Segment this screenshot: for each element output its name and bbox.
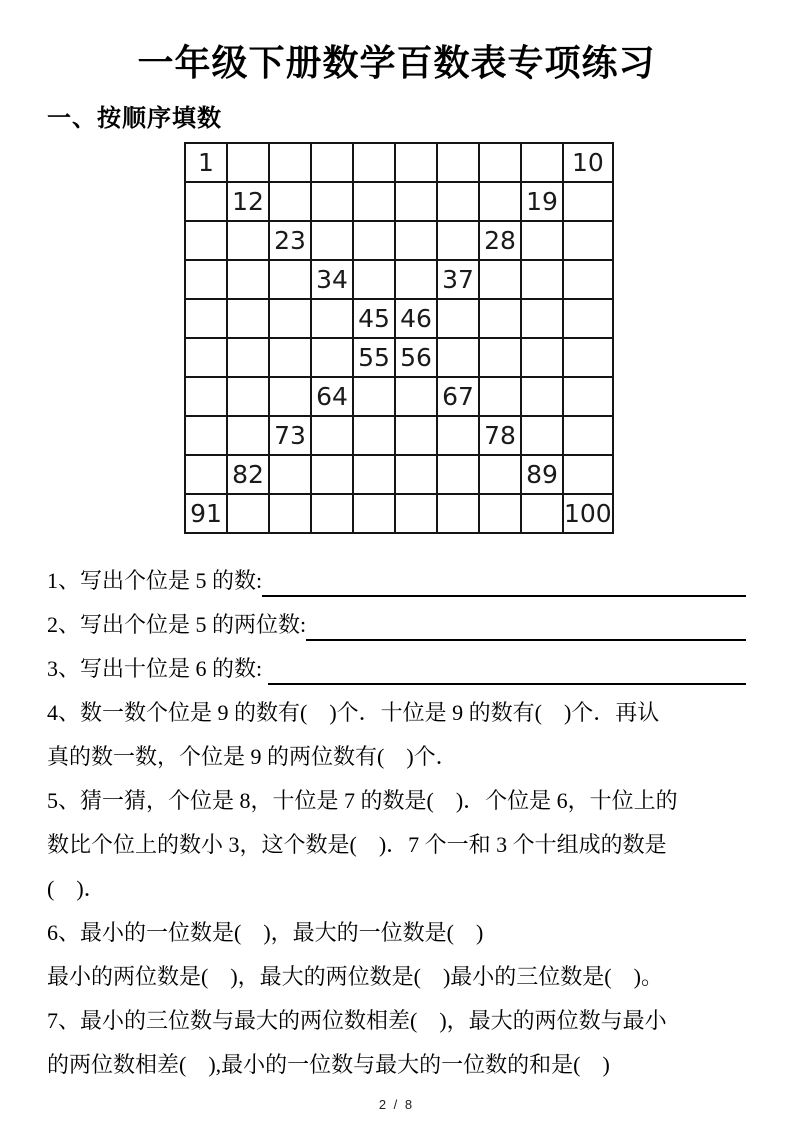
grid-cell-filled: 28 — [479, 221, 521, 260]
grid-cell-empty — [479, 182, 521, 221]
grid-cell-filled: 89 — [521, 455, 563, 494]
grid-cell-empty — [437, 299, 479, 338]
question-2 — [47, 603, 746, 647]
grid-cell-empty — [479, 494, 521, 533]
section-heading: 一、按顺序填数 — [47, 105, 222, 133]
grid-cell-empty — [269, 182, 311, 221]
grid-cell-empty — [269, 143, 311, 182]
grid-cell-empty — [479, 260, 521, 299]
grid-cell-empty — [185, 182, 227, 221]
grid-cell-empty — [269, 455, 311, 494]
answer-blank-line — [262, 559, 746, 597]
answer-blank-line — [268, 647, 746, 685]
question-6-line-1: 6、最小的一位数是( )，最大的一位数是( ) — [47, 920, 484, 946]
question-1 — [47, 559, 746, 603]
grid-cell-empty — [185, 299, 227, 338]
grid-cell-empty — [311, 299, 353, 338]
question-3-text: 3、写出十位是 6 的数: — [47, 656, 268, 682]
grid-cell-empty — [269, 299, 311, 338]
grid-cell-empty — [311, 182, 353, 221]
grid-cell-empty — [311, 416, 353, 455]
grid-cell-empty — [521, 377, 563, 416]
grid-cell-filled: 1 — [185, 143, 227, 182]
grid-cell-empty — [353, 182, 395, 221]
grid-cell-empty — [353, 416, 395, 455]
grid-cell-filled: 67 — [437, 377, 479, 416]
grid-cell-filled: 12 — [227, 182, 269, 221]
grid-cell-empty — [227, 494, 269, 533]
grid-cell-empty — [521, 143, 563, 182]
question-5-line-2: 数比个位上的数小 3，这个数是( )．7 个一和 3 个十组成的数是 — [47, 832, 667, 858]
grid-cell-filled: 64 — [311, 377, 353, 416]
grid-row — [185, 299, 613, 338]
question-2-text: 2、写出个位是 5 的两位数: — [47, 612, 307, 638]
grid-cell-empty — [521, 416, 563, 455]
grid-cell-empty — [395, 221, 437, 260]
grid-row — [185, 182, 613, 221]
grid-cell-empty — [563, 221, 613, 260]
grid-cell-empty — [353, 143, 395, 182]
question-list — [47, 559, 746, 1087]
grid-cell-empty — [395, 260, 437, 299]
grid-cell-empty — [437, 416, 479, 455]
grid-row — [185, 260, 613, 299]
grid-row — [185, 143, 613, 182]
question-7-line-2: 的两位数相差( ),最小的一位数与最大的一位数的和是( ) — [47, 1052, 610, 1078]
grid-cell-empty — [353, 260, 395, 299]
grid-cell-empty — [269, 260, 311, 299]
question-5-line-3: ( )． — [47, 876, 106, 902]
grid-cell-empty — [395, 143, 437, 182]
question-4-line-1: 4、数一数个位是 9 的数有( )个．十位是 9 的数有( )个．再认 — [47, 700, 660, 726]
grid-row — [185, 377, 613, 416]
grid-cell-empty — [563, 338, 613, 377]
question-1-text: 1、写出个位是 5 的数: — [47, 568, 263, 594]
grid-cell-empty — [185, 338, 227, 377]
grid-cell-empty — [353, 455, 395, 494]
grid-cell-empty — [227, 377, 269, 416]
grid-cell-empty — [269, 494, 311, 533]
grid-cell-empty — [227, 143, 269, 182]
grid-cell-empty — [479, 377, 521, 416]
grid-cell-empty — [521, 338, 563, 377]
hundred-chart-grid — [184, 142, 614, 534]
grid-cell-empty — [437, 182, 479, 221]
grid-cell-empty — [563, 182, 613, 221]
question-3 — [47, 647, 746, 691]
page-title: 一年级下册数学百数表专项练习 — [137, 42, 656, 83]
grid-cell-empty — [437, 143, 479, 182]
grid-cell-empty — [185, 455, 227, 494]
grid-row — [185, 416, 613, 455]
grid-cell-empty — [311, 455, 353, 494]
grid-cell-empty — [479, 299, 521, 338]
grid-cell-filled: 34 — [311, 260, 353, 299]
grid-cell-empty — [395, 494, 437, 533]
page-number-indicator: 2 / 8 — [378, 1097, 415, 1112]
grid-row — [185, 221, 613, 260]
grid-cell-filled: 82 — [227, 455, 269, 494]
grid-cell-empty — [437, 494, 479, 533]
grid-cell-empty — [521, 299, 563, 338]
grid-cell-empty — [311, 143, 353, 182]
grid-cell-empty — [269, 377, 311, 416]
grid-cell-empty — [437, 338, 479, 377]
grid-cell-empty — [227, 299, 269, 338]
grid-row — [185, 338, 613, 377]
question-6-line-2: 最小的两位数是( )，最大的两位数是( )最小的三位数是( )。 — [47, 964, 663, 990]
grid-cell-empty — [311, 221, 353, 260]
grid-cell-empty — [311, 338, 353, 377]
grid-cell-filled: 55 — [353, 338, 395, 377]
grid-cell-empty — [227, 338, 269, 377]
grid-cell-empty — [479, 338, 521, 377]
grid-cell-empty — [563, 416, 613, 455]
grid-row — [185, 455, 613, 494]
grid-cell-empty — [563, 377, 613, 416]
grid-cell-empty — [395, 377, 437, 416]
hundred-chart-grid-body — [185, 143, 613, 533]
grid-row — [185, 494, 613, 533]
question-7-line-1: 7、最小的三位数与最大的两位数相差( )，最大的两位数与最小 — [47, 1008, 667, 1034]
grid-cell-filled: 37 — [437, 260, 479, 299]
question-4-line-2: 真的数一数，个位是 9 的两位数有( )个． — [47, 744, 458, 770]
grid-cell-filled: 23 — [269, 221, 311, 260]
grid-cell-empty — [185, 416, 227, 455]
grid-cell-filled: 19 — [521, 182, 563, 221]
grid-cell-empty — [479, 143, 521, 182]
grid-cell-filled: 78 — [479, 416, 521, 455]
grid-cell-empty — [521, 260, 563, 299]
grid-cell-empty — [353, 494, 395, 533]
grid-cell-empty — [185, 260, 227, 299]
grid-cell-filled: 45 — [353, 299, 395, 338]
grid-cell-empty — [269, 338, 311, 377]
grid-cell-empty — [227, 221, 269, 260]
grid-cell-empty — [353, 377, 395, 416]
grid-cell-empty — [437, 221, 479, 260]
grid-cell-empty — [185, 377, 227, 416]
grid-cell-empty — [437, 455, 479, 494]
grid-cell-empty — [479, 455, 521, 494]
grid-cell-filled: 100 — [563, 494, 613, 533]
question-5-line-1: 5、猜一猜，个位是 8，十位是 7 的数是( )．个位是 6，十位上的 — [47, 788, 678, 814]
grid-cell-filled: 56 — [395, 338, 437, 377]
grid-cell-filled: 10 — [563, 143, 613, 182]
grid-cell-empty — [563, 260, 613, 299]
grid-cell-empty — [395, 182, 437, 221]
grid-cell-filled: 46 — [395, 299, 437, 338]
grid-cell-empty — [353, 221, 395, 260]
grid-cell-empty — [185, 221, 227, 260]
grid-cell-empty — [395, 416, 437, 455]
grid-cell-empty — [563, 299, 613, 338]
grid-cell-empty — [311, 494, 353, 533]
grid-cell-empty — [227, 260, 269, 299]
answer-blank-line — [306, 603, 746, 641]
grid-cell-empty — [395, 455, 437, 494]
grid-cell-filled: 91 — [185, 494, 227, 533]
grid-cell-empty — [563, 455, 613, 494]
grid-cell-filled: 73 — [269, 416, 311, 455]
grid-cell-empty — [521, 494, 563, 533]
grid-cell-empty — [227, 416, 269, 455]
grid-cell-empty — [521, 221, 563, 260]
